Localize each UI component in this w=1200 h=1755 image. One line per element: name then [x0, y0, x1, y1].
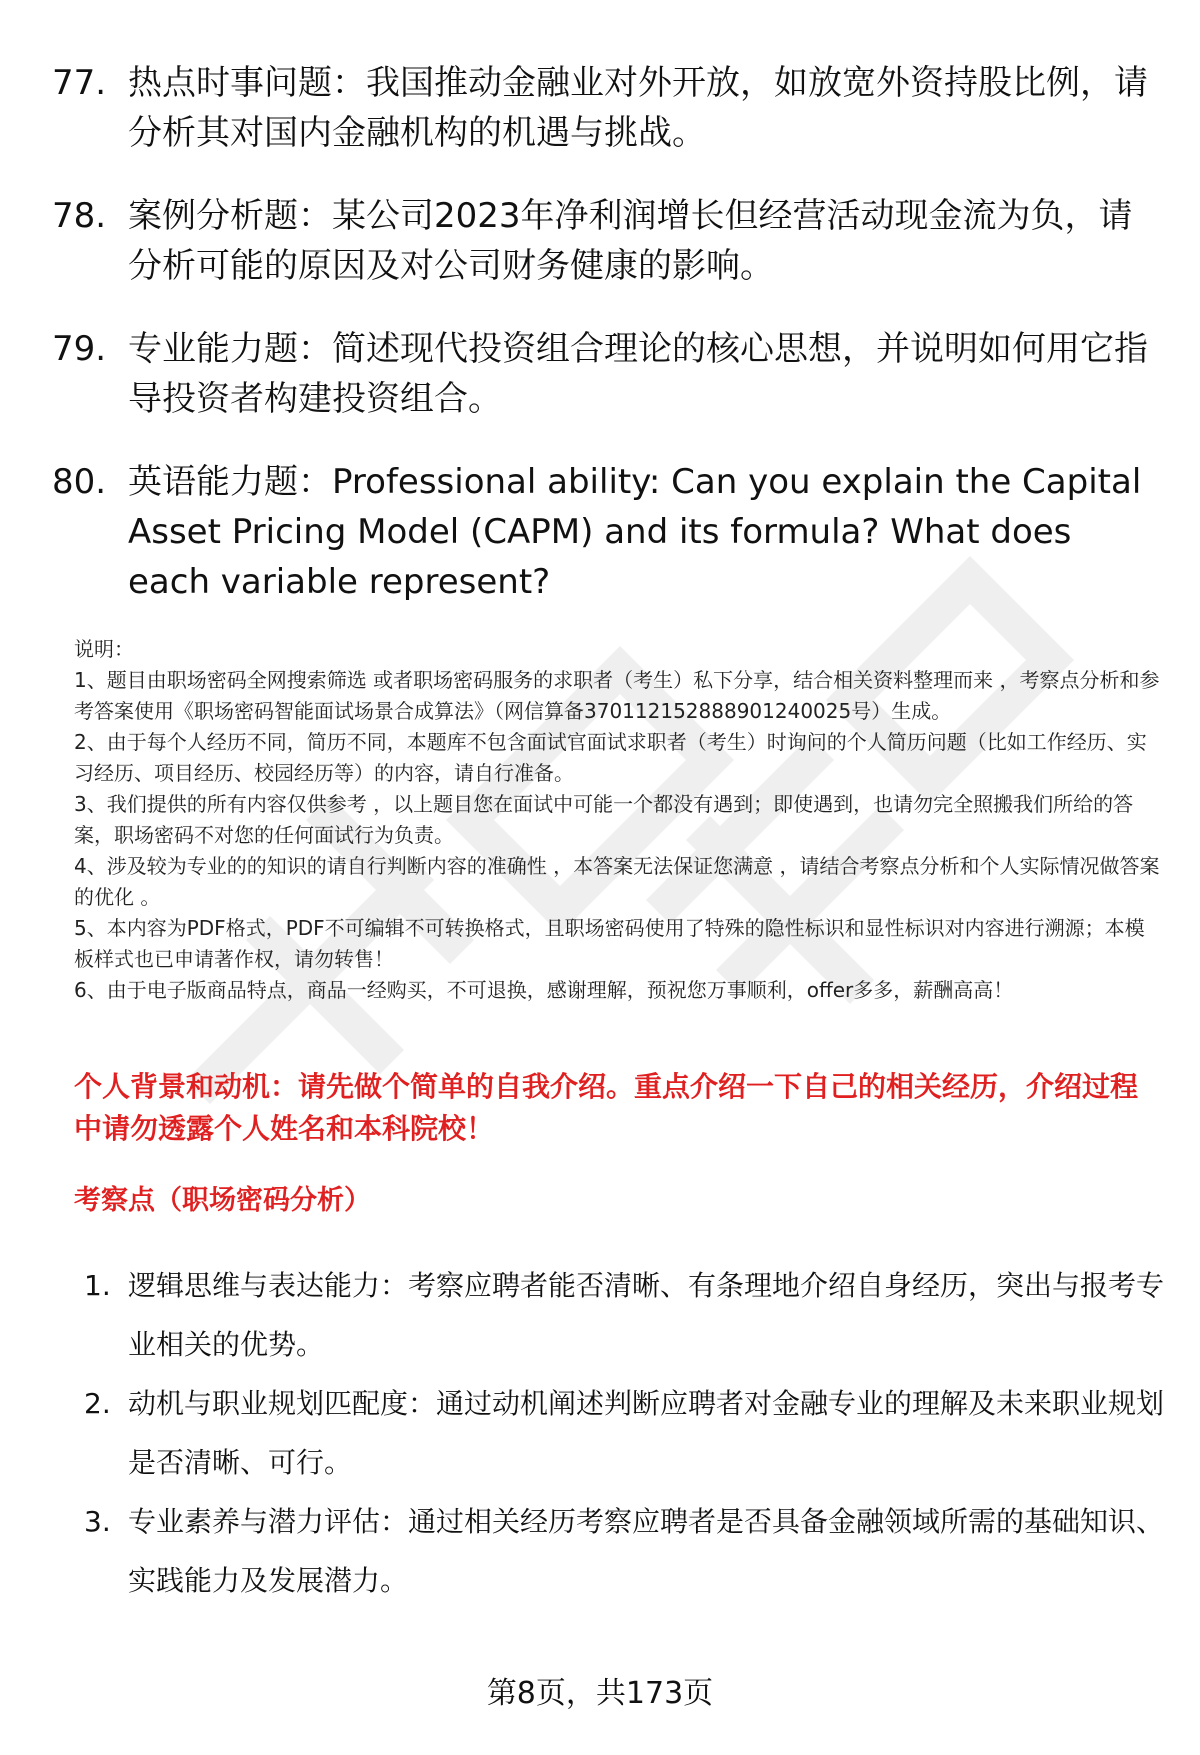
- analysis-text: 动机与职业规划匹配度：通过动机阐述判断应聘者对金融专业的理解及未来职业规划是否清晰、可行。: [128, 1387, 1165, 1479]
- question-item: [52, 191, 1152, 291]
- note-item: 6、由于电子版商品特点，商品一经购买，不可退换，感谢理解，预祝您万事顺利，offer多多，薪酬高高！: [74, 978, 1014, 1002]
- question-number: 79.: [52, 329, 107, 369]
- question-list: [52, 58, 1152, 640]
- note-item: 3、我们提供的所有内容仅供参考 ，以上题目您在面试中可能一个都没有遇到；即使遇到，也请勿完全照搬我们所给的答案，职场密码不对您的任何面试行为负责。: [74, 792, 1134, 847]
- analysis-item: [84, 1374, 1164, 1492]
- analysis-text: 逻辑思维与表达能力：考察应聘者能否清晰、有条理地介绍自身经历，突出与报考专业相关的优势。: [128, 1269, 1165, 1361]
- question-text: 专业能力题：简述现代投资组合理论的核心思想，并说明如何用它指导投资者构建投资组合。: [128, 329, 1148, 419]
- question-text: 英语能力题：Professional ability: Can you explain the Capital Asset Pricing Model (CAPM) and its formula? What does each variable represent?: [128, 462, 1142, 602]
- analysis-item: [84, 1492, 1164, 1610]
- question-item: [52, 457, 1152, 607]
- notes-block: [74, 634, 1164, 1006]
- analysis-number: 1.: [84, 1269, 111, 1302]
- question-number: 80.: [52, 462, 107, 502]
- analysis-number: 3.: [84, 1505, 111, 1538]
- analysis-text: 专业素养与潜力评估：通过相关经历考察应聘者是否具备金融领域所需的基础知识、实践能力及发展潜力。: [128, 1505, 1165, 1597]
- note-item: 2、由于每个人经历不同，简历不同，本题库不包含面试官面试求职者（考生）时询问的个人简历问题（比如工作经历、实习经历、项目经历、校园经历等）的内容，请自行准备。: [74, 730, 1147, 785]
- analysis-list: [84, 1256, 1164, 1610]
- question-number: 78.: [52, 196, 107, 236]
- note-item: 4、涉及较为专业的的知识的请自行判断内容的准确性 ，本答案无法保证您满意 ，请结合考察点分析和个人实际情况做答案的优化 。: [74, 854, 1160, 909]
- section-heading: 个人背景和动机：请先做个简单的自我介绍。重点介绍一下自己的相关经历，介绍过程中请勿透露个人姓名和本科院校！: [74, 1070, 1139, 1145]
- analysis-heading: 考察点（职场密码分析）: [74, 1185, 371, 1216]
- question-text: 案例分析题：某公司2023年净利润增长但经营活动现金流为负，请分析可能的原因及对公司财务健康的影响。: [128, 196, 1133, 286]
- note-item: 1、题目由职场密码全网搜索筛选 或者职场密码服务的求职者（考生）私下分享，结合相关资料整理而来 ，考察点分析和参考答案使用《职场密码智能面试场景合成算法》（网信算备370112152888901240025号）生成。: [74, 668, 1160, 723]
- analysis-item: [84, 1256, 1164, 1374]
- question-number: 77.: [52, 63, 107, 103]
- analysis-number: 2.: [84, 1387, 111, 1420]
- question-item: [52, 324, 1152, 424]
- notes-title: 说明：: [74, 637, 134, 661]
- question-item: [52, 58, 1152, 158]
- question-text: 热点时事问题：我国推动金融业对外开放，如放宽外资持股比例，请分析其对国内金融机构的机遇与挑战。: [128, 63, 1148, 153]
- note-item: 5、本内容为PDF格式，PDF不可编辑不可转换格式，且职场密码使用了特殊的隐性标识和显性标识对内容进行溯源；本模板样式也已申请著作权，请勿转售！: [74, 916, 1145, 971]
- page-footer: 第8页，共173页: [486, 1676, 714, 1711]
